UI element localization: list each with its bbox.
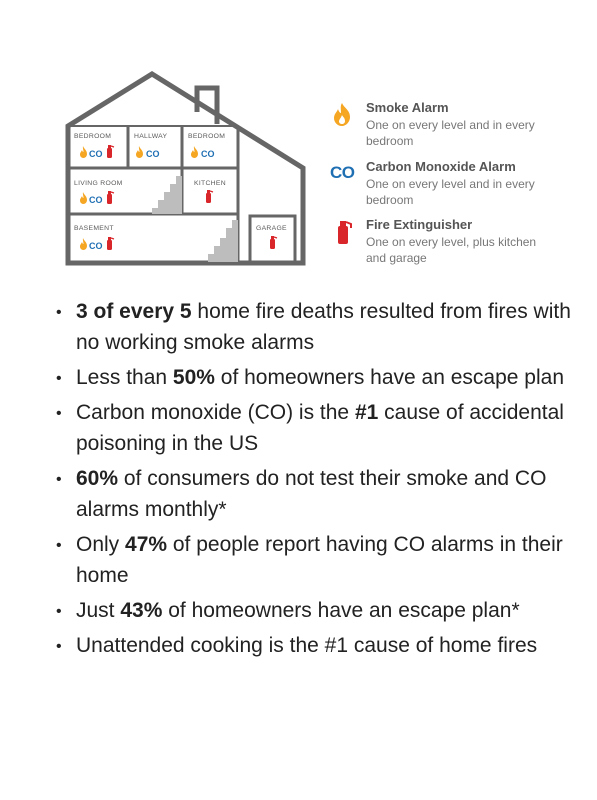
legend-description: One on every level and in every bedroom [366, 118, 535, 148]
fact-item: • Only 47% of people report having CO alarms in their home [48, 529, 588, 591]
room-label-basement: BASEMENT [74, 225, 114, 232]
co-alarm-icon-text: CO [330, 163, 355, 182]
room-label-garage: GARAGE [256, 225, 287, 232]
co-alarm-icon: CO [89, 149, 103, 159]
fire-safety-facts-list [48, 296, 588, 665]
co-alarm-icon: CO [89, 241, 103, 251]
stairs-icon [152, 176, 238, 262]
fact-item: • 3 of every 5 home fire deaths resulted from fires with no working smoke alarms [48, 296, 588, 358]
legend-description: One on every level, plus kitchen and garage [366, 235, 537, 265]
room-label-bedroom: BEDROOM [74, 133, 112, 140]
co-alarm-icon [330, 163, 356, 189]
smoke-alarm-icon [80, 146, 87, 158]
bullet: • [56, 537, 62, 554]
smoke-alarm-icon [136, 146, 143, 158]
bullet: • [56, 304, 62, 321]
smoke-alarm-icon [330, 102, 356, 128]
co-alarm-icon: CO [89, 195, 103, 205]
legend-title: Smoke Alarm [366, 100, 449, 115]
fact-item: • Less than 50% of homeowners have an escape plan [48, 362, 588, 393]
fire-extinguisher-icon [107, 145, 114, 158]
fact-item: • 60% of consumers do not test their smoke and CO alarms monthly* [48, 463, 588, 525]
room-label-living-room: LIVING ROOM [74, 180, 123, 187]
bullet: • [56, 471, 62, 488]
fact-item: • Carbon monoxide (CO) is the #1 cause of accidental poisoning in the US [48, 397, 588, 459]
legend-description: One on every level and in every bedroom [366, 177, 535, 207]
fire-extinguisher-icon [107, 237, 114, 250]
co-alarm-icon: CO [146, 149, 160, 159]
bullet: • [56, 405, 62, 422]
smoke-alarm-icon [191, 146, 198, 158]
fire-extinguisher-icon [206, 190, 213, 203]
fact-item: • Just 43% of homeowners have an escape plan* [48, 595, 588, 626]
bullet: • [56, 603, 62, 620]
bullet: • [56, 370, 62, 387]
house-diagram [60, 68, 320, 268]
fire-extinguisher-icon [107, 191, 114, 204]
room-label-hallway: HALLWAY [134, 133, 168, 140]
fire-extinguisher-icon [330, 219, 356, 245]
smoke-alarm-icon [80, 238, 87, 250]
legend-title: Fire Extinguisher [366, 217, 473, 232]
smoke-alarm-icon [80, 192, 87, 204]
bullet: • [56, 638, 62, 655]
legend-title: Carbon Monoxide Alarm [366, 159, 516, 174]
fact-item: • Unattended cooking is the #1 cause of home fires [48, 630, 588, 661]
fire-extinguisher-icon [270, 236, 277, 249]
room-label-kitchen: KITCHEN [194, 180, 226, 187]
co-alarm-icon: CO [201, 149, 215, 159]
room-label-bedroom: BEDROOM [188, 133, 226, 140]
